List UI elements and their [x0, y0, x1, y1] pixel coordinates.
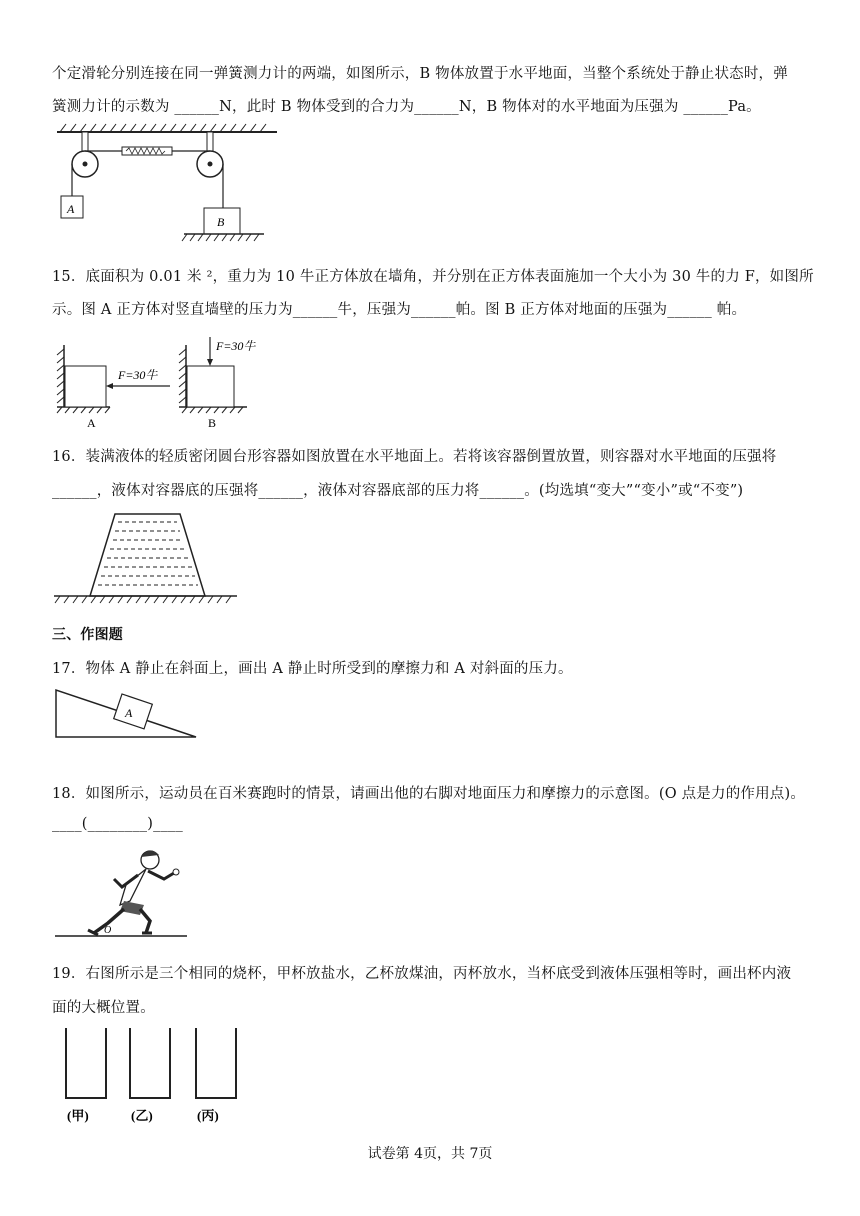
section-three-title: 三、作图题	[52, 627, 123, 643]
q16-container-figure	[52, 510, 242, 605]
beaker-yi	[130, 1028, 170, 1098]
q17-text-line1: 17．物体 A 静止在斜面上，画出 A 静止时所受到的摩擦力和 A 对斜面的压力。	[52, 661, 573, 677]
q18-answer-blank[interactable]: ____(________)____	[52, 816, 183, 832]
q15-label-b: B	[208, 416, 217, 430]
q16-text-line1: 16．装满液体的轻质密闭圆台形容器如图放置在水平地面上。若将该容器倒置放置，则容器对水平地面的压强将	[52, 449, 777, 465]
q19-beakers-figure	[52, 1022, 252, 1132]
beaker-label-yi: (乙)	[131, 1108, 153, 1123]
q17-label-a: A	[125, 706, 133, 720]
q15-force-label-a: F=30牛	[118, 368, 158, 382]
q15-label-a: A	[87, 416, 96, 430]
q14-label-b: B	[217, 215, 225, 229]
beaker-jia	[66, 1028, 106, 1098]
q19-text-line1: 19．右图所示是三个相同的烧杯，甲杯放盐水，乙杯放煤油，丙杯放水，当杯底受到液体压强相等时，画出杯内液	[52, 966, 792, 982]
q14-label-a: A	[67, 202, 75, 216]
q16-text-line2: ______，液体对容器底的压强将______，液体对容器底部的压力将______。(均选填“变大”“变小”或“不变”)	[52, 483, 744, 499]
q18-text-line1: 18．如图所示，运动员在百米赛跑时的情景，请画出他的右脚对地面压力和摩擦力的示意图。(O 点是力的作用点)。	[52, 786, 806, 802]
beaker-bing	[196, 1028, 236, 1098]
page-footer: 试卷第 4页，共 7页	[367, 1146, 493, 1162]
q17-incline-figure	[52, 686, 202, 741]
q14-text-line1: 个定滑轮分别连接在同一弹簧测力计的两端，如图所示，B 物体放置于水平地面，当整个系统处于静止状态时，弹	[52, 66, 788, 82]
q18-point-o-label: O	[104, 925, 112, 936]
q14-pulley-figure	[52, 120, 282, 245]
q18-runner-figure	[52, 843, 192, 943]
beaker-label-jia: (甲)	[67, 1108, 89, 1123]
beaker-label-bing: (丙)	[197, 1108, 219, 1123]
q15-force-figure	[52, 335, 282, 430]
q15-text-line2: 示。图 A 正方体对竖直墙壁的压力为______牛，压强为______帕。图 B 正方体对地面的压强为______ 帕。	[52, 302, 747, 318]
q19-text-line2: 面的大概位置。	[52, 1000, 155, 1016]
q14-text-line2: 簧测力计的示数为 ______N，此时 B 物体受到的合力为______N，B 物体对的水平地面为压强为 ______Pa。	[52, 99, 761, 115]
q15-text-line1: 15．底面积为 0.01 米 ²，重力为 10 牛正方体放在墙角，并分别在正方体表面施加一个大小为 30 牛的力 F，如图所	[52, 269, 814, 285]
q15-force-label-b: F=30牛	[216, 339, 256, 353]
